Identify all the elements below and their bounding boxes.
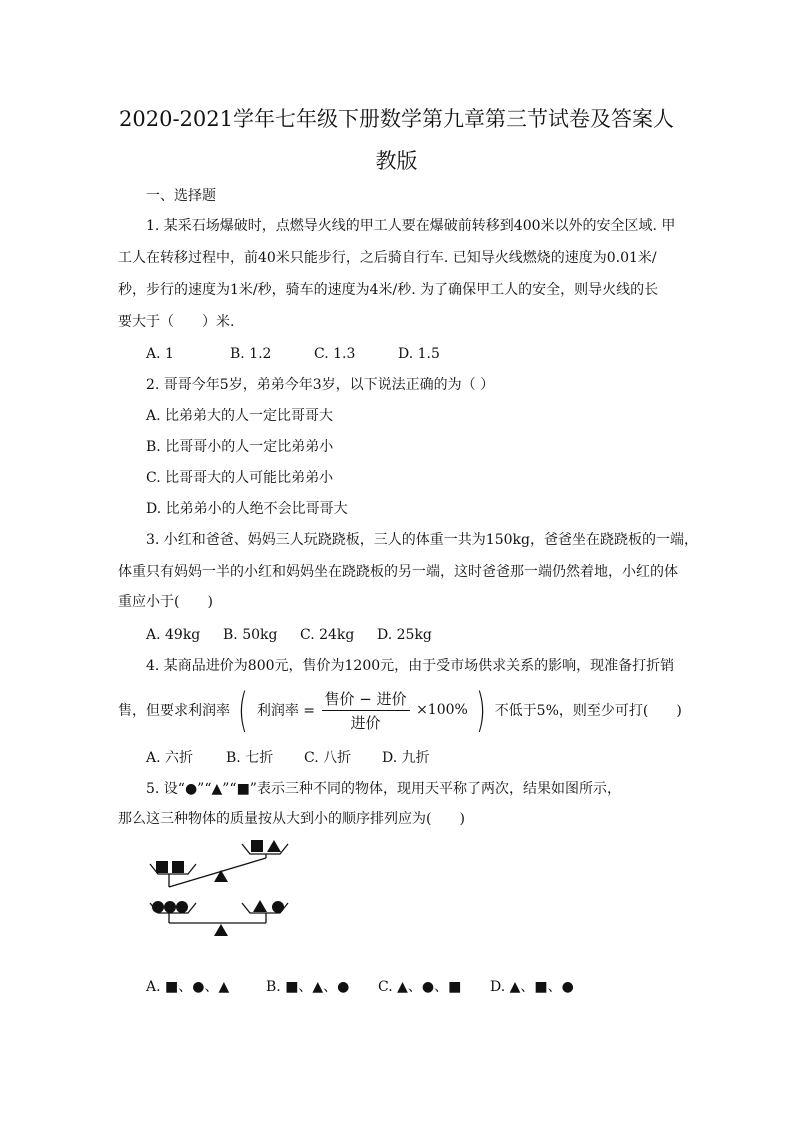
q2-option-b: B. 比哥哥小的人一定比弟弟小	[146, 439, 334, 455]
q3-line-1: 3. 小红和爸爸、妈妈三人玩跷跷板，三人的体重一共为150kg，爸爸坐在跷跷板的一端，	[146, 532, 698, 548]
q4-post-text: 不低于5%，则至少可打( )	[494, 703, 682, 719]
triangle-weight	[267, 840, 281, 852]
section-heading: 一、选择题	[146, 188, 216, 204]
q3-option-d: D. 25kg	[377, 627, 432, 643]
fulcrum-triangle	[214, 870, 228, 882]
q5-line-1: 5. 设“●”“▲”“■”表示三种不同的物体，现用天平称了两次，结果如图所示，	[146, 781, 621, 797]
square-weight	[172, 861, 184, 873]
right-paren: )	[476, 683, 487, 737]
q4-option-a: A. 六折	[146, 750, 194, 766]
q1-option-d: D. 1.5	[398, 346, 440, 362]
q4-option-d: D. 九折	[382, 750, 430, 766]
q3-option-c: C. 24kg	[300, 627, 355, 643]
percent-factor: ×100%	[416, 702, 468, 718]
q2-option-d: D. 比弟弟小的人绝不会比哥哥大	[146, 501, 348, 517]
q1-line-3: 秒，步行的速度为1米/秒，骑车的速度为4米/秒. 为了确保甲工人的安全，则导火线的长	[118, 282, 659, 298]
profit-fraction	[322, 688, 410, 733]
circle-weight	[164, 901, 176, 913]
q5-option-a: A. ■、●、▲	[146, 979, 230, 995]
fraction-denominator: 进价	[350, 713, 381, 732]
q4-option-b: B. 七折	[226, 750, 274, 766]
square-weight	[156, 861, 168, 873]
fulcrum-triangle	[214, 924, 228, 936]
q3-line-3: 重应小于( )	[118, 594, 213, 610]
q3-options	[146, 626, 432, 644]
title-line-1: 2020-2021学年七年级下册数学第九章第三节试卷及答案人	[119, 107, 674, 131]
q3-option-a: A. 49kg	[146, 627, 201, 643]
balance-diagram-1	[146, 830, 306, 890]
right-pan-1	[242, 844, 288, 854]
balance-diagram-2	[146, 893, 306, 943]
q1-option-c: C. 1.3	[314, 346, 356, 362]
circle-weight	[152, 901, 164, 913]
q2-option-c: C. 比哥哥大的人可能比弟弟小	[146, 470, 334, 486]
q5-option-b: B. ■、▲、●	[266, 979, 350, 995]
q1-option-a: A. 1	[146, 346, 174, 362]
q4-formula-line	[118, 683, 682, 737]
q3-line-2: 体重只有妈妈一半的小红和妈妈坐在跷跷板的另一端，这时爸爸那一端仍然着地，小红的体	[118, 564, 678, 580]
q4-line-1: 4. 某商品进价为800元，售价为1200元，由于受市场供求关系的影响，现准备打折销	[146, 658, 675, 674]
circle-weight	[272, 901, 284, 913]
q3-option-b: B. 50kg	[223, 627, 278, 643]
left-paren: (	[238, 683, 249, 737]
triangle-weight	[253, 900, 267, 912]
q4-options	[146, 749, 430, 767]
q1-line-2: 工人在转移过程中，前40米只能步行，之后骑自行车. 已知导火线燃烧的速度为0.01米/	[118, 250, 657, 266]
circle-weight	[176, 901, 188, 913]
q1-option-b: B. 1.2	[230, 346, 272, 362]
q1-line-4: 要大于（ ）米.	[118, 314, 235, 330]
q5-options	[146, 978, 574, 996]
q5-line-2: 那么这三种物体的质量按从大到小的顺序排列应为( )	[118, 811, 465, 827]
fraction-numerator: 售价 − 进价	[322, 688, 410, 711]
q4-option-c: C. 八折	[304, 750, 352, 766]
q4-pre-text: 售，但要求利润率	[118, 703, 230, 719]
q2-stem: 2. 哥哥今年5岁，弟弟今年3岁，以下说法正确的为（ ）	[146, 377, 495, 393]
q5-option-d: D. ▲、■、●	[490, 979, 574, 995]
q1-options	[146, 345, 440, 363]
q2-option-a: A. 比弟弟大的人一定比哥哥大	[146, 408, 334, 424]
square-weight	[251, 840, 263, 852]
title-line-2: 教版	[375, 149, 418, 173]
q5-option-c: C. ▲、●、■	[378, 979, 462, 995]
formula-label: 利润率 =	[256, 703, 316, 719]
q1-line-1: 1. 某采石场爆破时，点燃导火线的甲工人要在爆破前转移到400米以外的安全区域. 甲	[146, 218, 676, 234]
